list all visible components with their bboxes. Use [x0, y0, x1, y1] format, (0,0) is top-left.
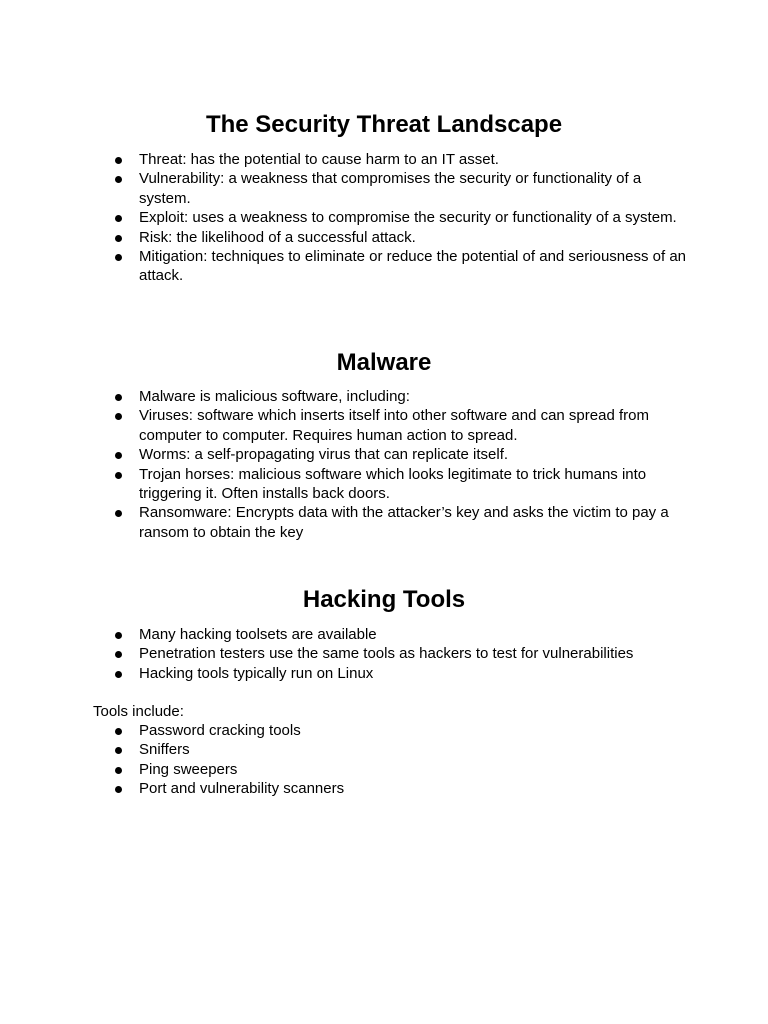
list-item: Exploit: uses a weakness to compromise the security or functionality of a system.: [93, 208, 693, 227]
list-item: Risk: the likelihood of a successful attack.: [93, 228, 693, 247]
section-title-hacking-tools: Hacking Tools: [302, 586, 466, 613]
list-item: Hacking tools typically run on Linux: [93, 664, 693, 683]
bullet-icon: [115, 510, 122, 517]
list-item: Trojan horses: malicious software which looks legitimate to trick humans into triggering it. Often installs back doors.: [93, 465, 693, 504]
bullet-icon: [115, 671, 122, 678]
bullet-icon: [115, 235, 122, 242]
bullet-icon: [115, 747, 122, 754]
bullet-icon: [115, 394, 122, 401]
list-item: Sniffers: [93, 740, 693, 759]
bullet-icon: [115, 786, 122, 793]
list-item: Worms: a self-propagating virus that can replicate itself.: [93, 445, 693, 464]
hacking-tools-list: [93, 625, 693, 683]
bullet-icon: [115, 176, 122, 183]
list-item: Port and vulnerability scanners: [93, 779, 693, 798]
list-item: Threat: has the potential to cause harm to an IT asset.: [93, 150, 693, 169]
tools-include-label: Tools include:: [93, 703, 184, 720]
bullet-icon: [115, 254, 122, 261]
bullet-icon: [115, 632, 122, 639]
section-title-threat-landscape: The Security Threat Landscape: [205, 111, 563, 138]
bullet-icon: [115, 767, 122, 774]
threat-landscape-list: [93, 150, 693, 286]
bullet-icon: [115, 215, 122, 222]
malware-list: [93, 387, 693, 542]
list-item: Penetration testers use the same tools as hackers to test for vulnerabilities: [93, 644, 693, 663]
list-item: Vulnerability: a weakness that compromises the security or functionality of a system.: [93, 169, 693, 208]
tools-list: [93, 721, 693, 799]
bullet-icon: [115, 413, 122, 420]
bullet-icon: [115, 728, 122, 735]
bullet-icon: [115, 651, 122, 658]
section-title-malware: Malware: [336, 349, 432, 376]
list-item: Ping sweepers: [93, 760, 693, 779]
list-item: Viruses: software which inserts itself into other software and can spread from computer to computer. Requires human action to spread.: [93, 406, 693, 445]
list-item: Ransomware: Encrypts data with the attacker’s key and asks the victim to pay a ransom to obtain the key: [93, 503, 693, 542]
bullet-icon: [115, 452, 122, 459]
list-item: Malware is malicious software, including:: [93, 387, 693, 406]
list-item: Many hacking toolsets are available: [93, 625, 693, 644]
list-item: Password cracking tools: [93, 721, 693, 740]
bullet-icon: [115, 157, 122, 164]
bullet-icon: [115, 472, 122, 479]
list-item: Mitigation: techniques to eliminate or reduce the potential of and seriousness of an attack.: [93, 247, 693, 286]
